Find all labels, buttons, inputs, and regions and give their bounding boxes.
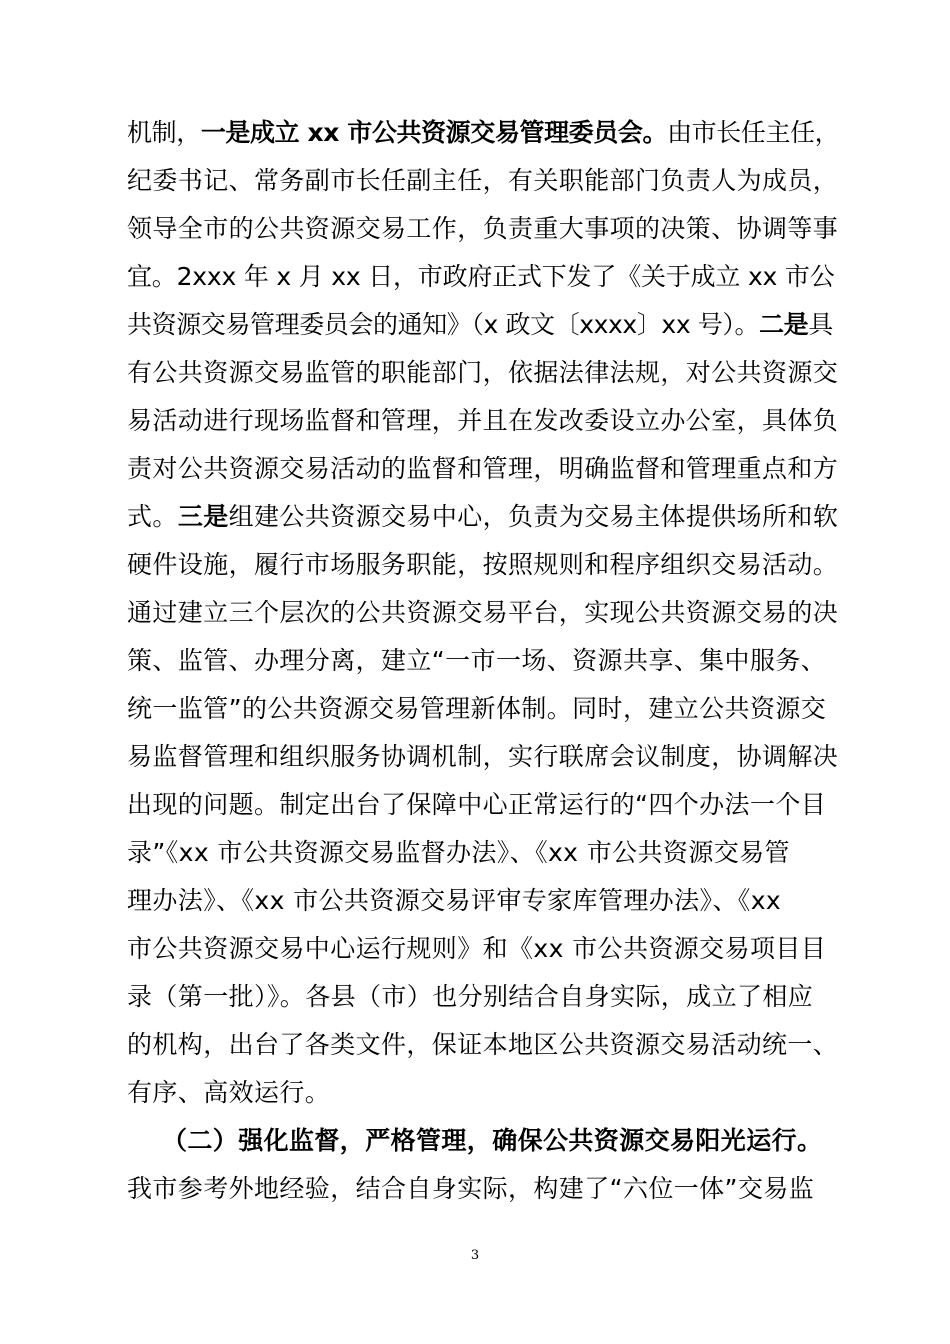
text-line-18 (127, 925, 839, 973)
text-segment: 我市参考外地经验，结合自身实际，构建了“六位一体”交易监 (127, 1174, 815, 1203)
text-segment: 录（第一批）》。各县（市）也分别结合自身实际，成立了相应 (127, 982, 814, 1011)
text-segment: 共资源交易管理委员会的通知》（x 政文〔xxxx〕xx 号）。 (127, 310, 760, 339)
text-segment: 有公共资源交易监管的职能部门，依据法律法规，对公共资源交 (127, 358, 839, 387)
text-segment: 统一监管”的公共资源交易管理新体制。同时，建立公共资源交 (127, 694, 827, 723)
text-segment: 市公共资源交易中心运行规则》和《xx 市公共资源交易项目目 (127, 934, 827, 963)
text-line-20 (127, 1021, 839, 1069)
text-line-1 (127, 109, 839, 157)
text-line-3 (127, 205, 839, 253)
bold-keyword: 二是 (759, 310, 809, 339)
text-segment: 录”《xx 市公共资源交易监督办法》、《xx 市公共资源交易管 (127, 838, 790, 867)
text-segment: 理办法》、《xx 市公共资源交易评审专家库管理办法》、《xx (127, 886, 782, 915)
text-segment: 责对公共资源交易活动的监督和管理，明确监督和管理重点和方 (127, 454, 839, 483)
bold-keyword: 三是 (177, 502, 229, 531)
text-line-5 (127, 301, 839, 349)
text-line-16 (127, 829, 839, 877)
text-line-9 (127, 493, 839, 541)
text-line-10 (127, 541, 839, 589)
text-line-17 (127, 877, 839, 925)
text-segment: 式。 (127, 502, 178, 531)
text-segment: 宜。2xxx 年 x 月 xx 日，市政府正式下发了《关于成立 xx 市公 (127, 262, 835, 291)
text-segment: 组建公共资源交易中心，负责为交易主体提供场所和软 (228, 502, 839, 531)
text-segment: 具 (808, 310, 833, 339)
text-line-14 (127, 733, 839, 781)
text-line-11 (127, 589, 839, 637)
heading-text: （二）强化监督，严格管理，确保公共资源交易阳光运行。 (162, 1126, 823, 1155)
text-segment: 通过建立三个层次的公共资源交易平台，实现公共资源交易的决 (127, 598, 839, 627)
text-line-6 (127, 349, 839, 397)
text-line-7 (127, 397, 839, 445)
bold-text-segment: 成立 xx 市公共资源交易管理委员会。 (250, 118, 668, 147)
text-segment: 的机构，出台了各类文件，保证本地区公共资源交易活动统一、 (127, 1030, 839, 1059)
text-line-2 (127, 157, 839, 205)
text-line-4 (127, 253, 839, 301)
section-heading (162, 1117, 839, 1165)
bold-keyword: 一是 (200, 118, 251, 147)
text-segment: 由市长任主任， (667, 118, 840, 147)
text-line-12 (127, 637, 839, 685)
text-segment: 易活动进行现场监督和管理，并且在发改委设立办公室，具体负 (127, 406, 839, 435)
text-line-23 (127, 1165, 839, 1213)
text-segment: 易监督管理和组织服务协调机制，实行联席会议制度，协调解决 (127, 742, 839, 771)
text-segment: 机制， (127, 118, 201, 147)
text-line-13 (127, 685, 839, 733)
text-segment: 出现的问题。制定出台了保障中心正常运行的“四个办法一个目 (127, 790, 827, 819)
text-line-15 (127, 781, 839, 829)
text-line-8 (127, 445, 839, 493)
text-segment: 领导全市的公共资源交易工作，负责重大事项的决策、协调等事 (127, 214, 839, 243)
text-segment: 纪委书记、常务副市长任副主任，有关职能部门负责人为成员， (127, 166, 839, 195)
text-segment: 策、监管、办理分离，建立“一市一场、资源共享、集中服务、 (127, 646, 827, 675)
text-line-19 (127, 973, 839, 1021)
text-segment: 硬件设施，履行市场服务职能，按照规则和程序组织交易活动。 (127, 550, 839, 579)
page-number: 3 (470, 1248, 480, 1263)
text-line-21 (127, 1069, 839, 1117)
text-segment: 有序、高效运行。 (127, 1078, 331, 1107)
